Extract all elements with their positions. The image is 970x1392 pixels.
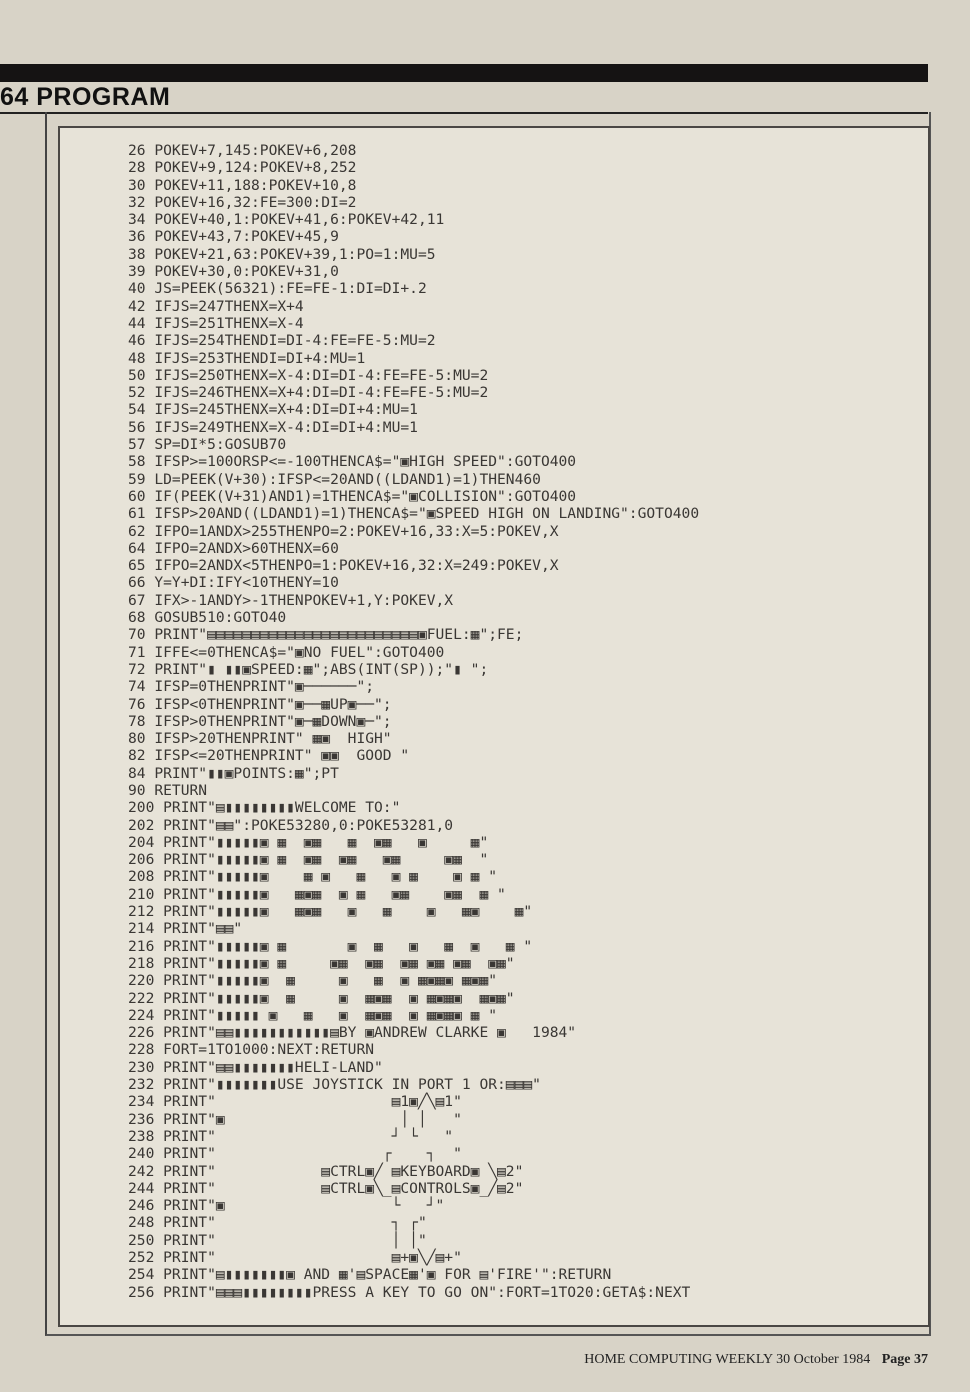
listing-line: 212 PRINT"▮▮▮▮▮▣ ▦▣▦ ▣ ▦ ▣ ▦▣ ▦": [128, 903, 533, 921]
listing-line: 244 PRINT" ▤CTRL▣╲_▤CONTROLS▣_╱▤2": [128, 1179, 524, 1197]
listing-line: 60 IF(PEEK(V+31)AND1)=1THENCA$="▣COLLISION":GOTO400: [128, 487, 577, 505]
listing-line: 70 PRINT"▤▤▤▤▤▤▤▤▤▤▤▤▤▤▤▤▤▤▤▤▤▤▤▤▣FUEL:▦";FE;: [128, 626, 524, 644]
listing-line: 57 SP=DI*5:GOSUB70: [128, 436, 287, 454]
listing-line: 39 POKEV+30,0:POKEV+31,0: [128, 263, 339, 281]
listing-line: 252 PRINT" ▤+▣╲╱▤+": [128, 1249, 462, 1266]
listing-line: 250 PRINT" │ │": [128, 1231, 427, 1249]
listing-line: 50 IFJS=250THENX=X-4:DI=DI-4:FE=FE-5:MU=2: [128, 366, 489, 384]
listing-line: 32 POKEV+16,32:FE=300:DI=2: [128, 193, 357, 211]
listing-line: 208 PRINT"▮▮▮▮▮▣ ▦ ▣ ▦ ▣ ▦ ▣ ▦ ": [128, 868, 498, 886]
listing-line: 222 PRINT"▮▮▮▮▮▣ ▦ ▣ ▦▣▦ ▣ ▦▣▦▣ ▦▣▦": [128, 989, 515, 1007]
listing-line: 240 PRINT" ┌ ┐ ": [128, 1145, 462, 1163]
listing-line: 62 IFPO=1ANDX>255THENPO=2:POKEV+16,33:X=5:POKEV,X: [128, 522, 559, 540]
listing-line: 34 POKEV+40,1:POKEV+41,6:POKEV+42,11: [128, 211, 445, 229]
listing-line: 66 Y=Y+DI:IFY<10THENY=10: [128, 574, 339, 592]
listing-line: 80 IFSP>20THENPRINT" ▦▣ HIGH": [128, 730, 392, 748]
listing-line: 238 PRINT" ┘ └ ": [128, 1127, 454, 1145]
listing-line: 44 IFJS=251THENX=X-4: [128, 314, 304, 332]
listing-line: 59 LD=PEEK(V+30):IFSP<=20AND((LDAND1)=1)THEN460: [128, 470, 541, 488]
listing-line: 72 PRINT"▮ ▮▮▣SPEED:▦";ABS(INT(SP));"▮ ";: [128, 660, 489, 678]
listing-line: 61 IFSP>20AND((LDAND1)=1)THENCA$="▣SPEED HIGH ON LANDING":GOTO400: [128, 505, 700, 523]
listing-line: 236 PRINT"▣ │ │ ": [128, 1110, 462, 1128]
listing-line: 216 PRINT"▮▮▮▮▮▣ ▦ ▣ ▦ ▣ ▦ ▣ ▦ ": [128, 937, 533, 955]
listing-line: 254 PRINT"▤▮▮▮▮▮▮▮▣ AND ▦'▤SPACE▦'▣ FOR ▤'FIRE'":RETURN: [128, 1266, 612, 1284]
listing-line: 46 IFJS=254THENDI=DI-4:FE=FE-5:MU=2: [128, 332, 436, 350]
header-bar: [0, 64, 928, 82]
listing-line: 214 PRINT"▤▤": [128, 920, 243, 938]
listing-line: 58 IFSP>=100ORSP<=-100THENCA$="▣HIGH SPEED":GOTO400: [128, 453, 577, 471]
publication-credit: HOME COMPUTING WEEKLY 30 October 1984: [584, 1352, 871, 1367]
listing-line: 52 IFJS=246THENX=X+4:DI=DI-4:FE=FE-5:MU=2: [128, 384, 489, 402]
listing-line: 64 IFPO=2ANDX>60THENX=60: [128, 539, 339, 557]
listing-line: 76 IFSP<0THENPRINT"▣──▦UP▣──";: [128, 695, 392, 713]
listing-line: 206 PRINT"▮▮▮▮▮▣ ▦ ▣▦ ▣▦ ▣▦ ▣▦ ": [128, 851, 489, 869]
listing-line: 232 PRINT"▮▮▮▮▮▮▮USE JOYSTICK IN PORT 1 OR:▤▤▤": [128, 1076, 541, 1094]
listing-line: 230 PRINT"▤▤▮▮▮▮▮▮▮HELI-LAND": [128, 1058, 383, 1076]
listing-line: 42 IFJS=247THENX=X+4: [128, 297, 304, 315]
listing-line: 28 POKEV+9,124:POKEV+8,252: [128, 159, 357, 177]
listing-line: 71 IFFE<=0THENCA$="▣NO FUEL":GOTO400: [128, 643, 445, 661]
footer: [584, 1352, 928, 1368]
listing-line: 84 PRINT"▮▮▣POINTS:▦";PT: [128, 764, 339, 782]
listing-line: 67 IFX>-1ANDY>-1THENPOKEV+1,Y:POKEV,X: [128, 591, 454, 609]
listing-line: 26 POKEV+7,145:POKEV+6,208: [128, 142, 357, 159]
listing-line: 234 PRINT" ▤1▣╱╲▤1": [128, 1093, 462, 1111]
listing-line: 246 PRINT"▣ └ ┘": [128, 1197, 445, 1215]
listing-line: 68 GOSUB510:GOTO40: [128, 609, 287, 627]
listing-line: 30 POKEV+11,188:POKEV+10,8: [128, 176, 357, 194]
listing-line: 36 POKEV+43,7:POKEV+45,9: [128, 228, 339, 246]
listing-line: 210 PRINT"▮▮▮▮▮▣ ▦▣▦ ▣ ▦ ▣▦ ▣▦ ▦ ": [128, 885, 506, 903]
listing-line: 256 PRINT"▤▤▤▮▮▮▮▮▮▮▮PRESS A KEY TO GO ON":FORT=1TO20:GETA$:NEXT: [128, 1283, 691, 1301]
listing-line: 78 IFSP>0THENPRINT"▣─▦DOWN▣─";: [128, 712, 392, 730]
listing-line: 54 IFJS=245THENX=X+4:DI=DI+4:MU=1: [128, 401, 418, 419]
listing-line: 56 IFJS=249THENX=X-4:DI=DI+4:MU=1: [128, 418, 418, 436]
listing-line: 48 IFJS=253THENDI=DI+4:MU=1: [128, 349, 366, 367]
listing-line: 218 PRINT"▮▮▮▮▮▣ ▦ ▣▦ ▣▦ ▣▦ ▣▦ ▣▦ ▣▦": [128, 954, 515, 972]
listing-line: 220 PRINT"▮▮▮▮▮▣ ▦ ▣ ▦ ▣ ▦▣▦▣ ▦▣▦": [128, 972, 498, 990]
program-listing: [128, 142, 699, 1301]
listing-line: 204 PRINT"▮▮▮▮▮▣ ▦ ▣▦ ▦ ▣▦ ▣ ▦": [128, 833, 489, 851]
listing-line: 200 PRINT"▤▮▮▮▮▮▮▮▮WELCOME TO:": [128, 799, 401, 817]
page-number: Page 37: [881, 1352, 928, 1367]
listing-line: 226 PRINT"▤▤▮▮▮▮▮▮▮▮▮▮▮▤BY ▣ANDREW CLARKE ▣ 1984": [128, 1024, 577, 1042]
listing-line: 38 POKEV+21,63:POKEV+39,1:PO=1:MU=5: [128, 245, 436, 263]
section-title: 64 PROGRAM: [0, 82, 928, 114]
listing-line: 65 IFPO=2ANDX<5THENPO=1:POKEV+16,32:X=249:POKEV,X: [128, 557, 559, 575]
listing-line: 242 PRINT" ▤CTRL▣╱ ▤KEYBOARD▣ ╲▤2": [128, 1162, 524, 1180]
listing-line: 228 FORT=1TO1000:NEXT:RETURN: [128, 1041, 375, 1059]
listing-line: 82 IFSP<=20THENPRINT" ▣▣ GOOD ": [128, 747, 410, 765]
listing-line: 40 JS=PEEK(56321):FE=FE-1:DI=DI+.2: [128, 280, 427, 298]
listing-line: 248 PRINT" ┐ ┌": [128, 1214, 427, 1232]
listing-line: 202 PRINT"▤▤":POKE53280,0:POKE53281,0: [128, 816, 454, 834]
listing-line: 224 PRINT"▮▮▮▮▮ ▣ ▦ ▣ ▦▣▦ ▣ ▦▣▦▣ ▦ ": [128, 1006, 498, 1024]
listing-line: 90 RETURN: [128, 781, 208, 799]
listing-line: 74 IFSP=0THENPRINT"▣──────";: [128, 678, 375, 696]
